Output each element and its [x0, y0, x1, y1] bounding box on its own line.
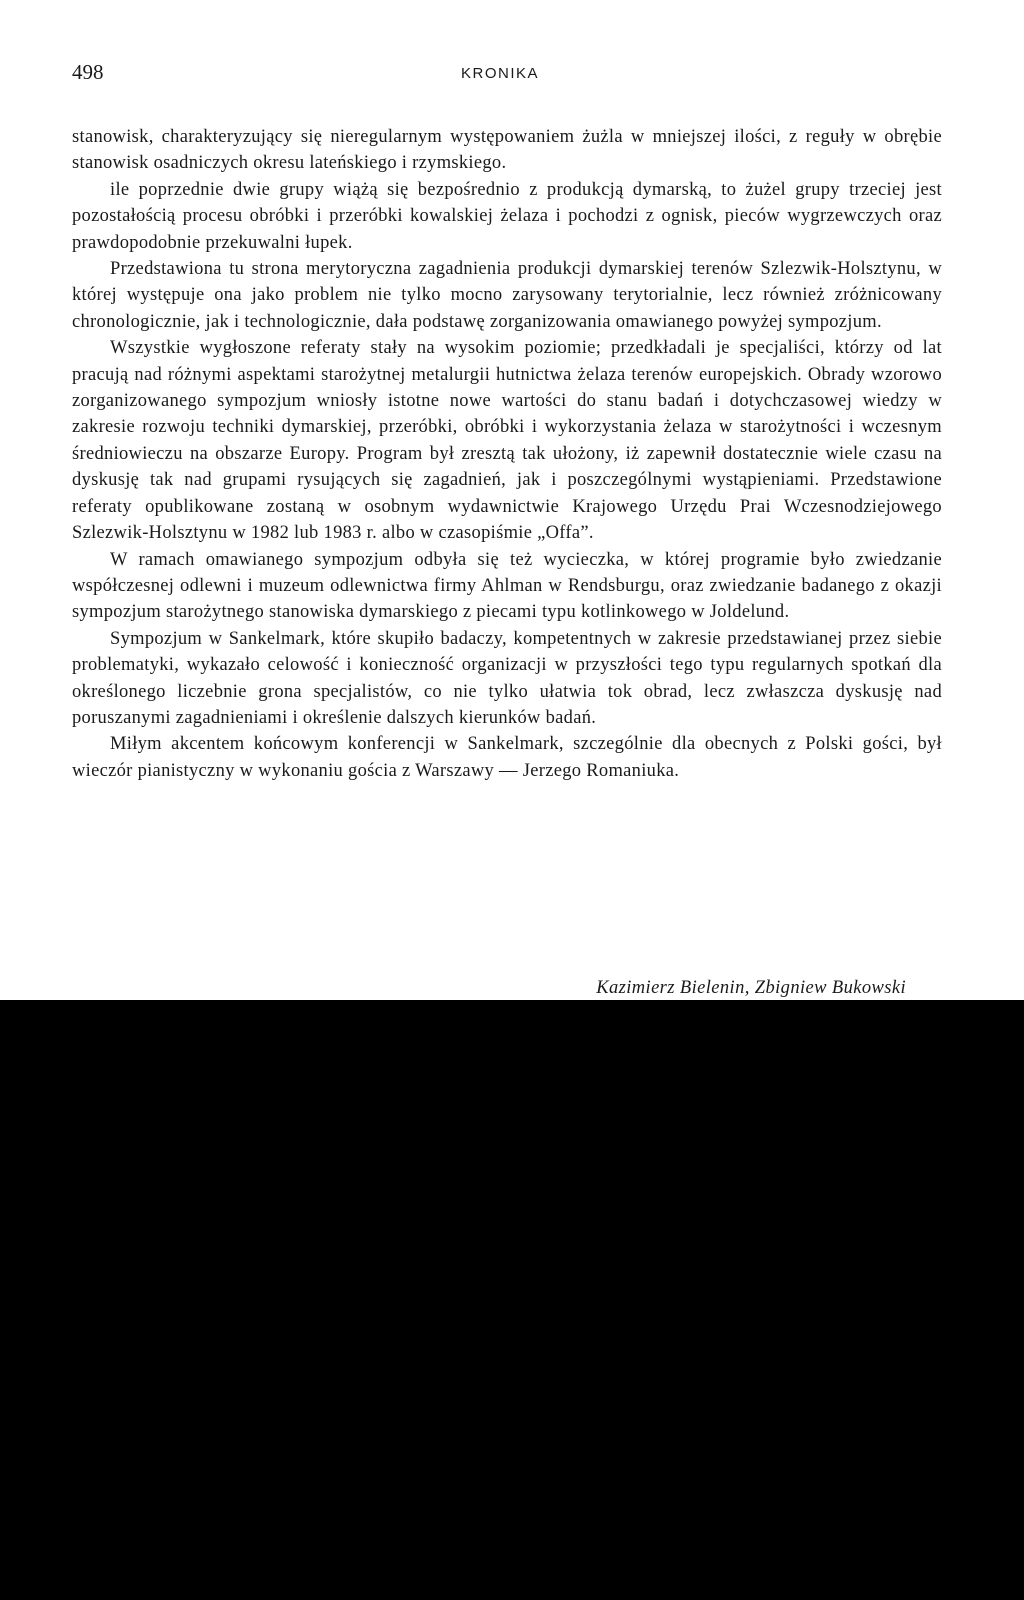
paragraph: ile poprzednie dwie grupy wiążą się bezpośrednio z produkcją dymarską, to żużel grupy trzeciej jest pozostałością procesu obróbki i przeróbki kowalskiej żelaza i pochodzi z ognisk, pieców wygrzewczych oraz prawdopodobnie przekuwalni łupek.	[72, 179, 942, 253]
page-header	[72, 60, 928, 84]
page-number: 498	[72, 60, 104, 84]
paragraph: Przedstawiona tu strona merytoryczna zagadnienia produkcji dymarskiej terenów Szlezwik-Holsztynu, w której występuje ona jako problem nie tylko mocno zarysowany terytorialnie, lecz również zróżnicowany chronologicznie, jak i technologicznie, dała podstawę zorganizowania omawianego powyżej sympozjum.	[72, 259, 942, 332]
paragraph: W ramach omawianego sympozjum odbyła się też wycieczka, w której programie było zwiedzanie współczesnej odlewni i muzeum odlewnictwa firmy Ahlman w Rendsburgu, oraz zwiedzanie badanego z okazji sympozjum starożytnego stanowiska dymarskiego z piecami typu kotlinkowego w Joldelund.	[72, 549, 942, 623]
running-title: KRONIKA	[460, 65, 539, 82]
article-body	[72, 124, 942, 784]
paragraph: Sympozjum w Sankelmark, które skupiło badaczy, kompetentnych w zakresie przedstawianej przez siebie problematyki, wykazało celowość i konieczność organizacji w przyszłości tego typu regularnych spotkań dla określonego liczebnie grona specjalistów, co nie tylko ułatwia tok obrad, lecz zwłaszcza dyskusję nad poruszanymi zagadnieniami i określenie dalszych kierunków badań.	[72, 628, 942, 728]
author-signature: Kazimierz Bielenin, Zbigniew Bukowski	[596, 978, 906, 998]
paragraph: stanowisk, charakteryzujący się nieregularnym występowaniem żużla w mniejszej ilości, z reguły w obrębie stanowisk osadniczych okresu lateńskiego i rzymskiego.	[72, 127, 942, 174]
paragraph: Wszystkie wygłoszone referaty stały na wysokim poziomie; przedkładali je specjaliści, którzy od lat pracują nad różnymi aspektami starożytnej metalurgii hutnictwa żelaza terenów europejskich. Obrady wzorowo zorganizowanego sympozjum wniosły istotne nowe wartości do stanu badań i dotychczasowej wiedzy w zakresie rozwoju techniki dymarskiej, przeróbki, obróbki i wykorzystania żelaza w starożytności i wczesnym średniowieczu na obszarze Europy. Program był zresztą tak ułożony, iż zapewnił dostatecznie wiele czasu na dyskusję tak nad grupami rysujących się zagadnień, jak i poszczególnymi wystąpieniami. Przedstawione referaty opublikowane zostaną w osobnym wydawnictwie Krajowego Urzędu Prai Wczesnodziejowego Szlezwik-Holsztynu w 1982 lub 1983 r. albo w czasopiśmie „Offa”.	[72, 338, 942, 544]
paragraph: Miłym akcentem końcowym konferencji w Sankelmark, szczególnie dla obecnych z Polski gości, był wieczór pianistyczny w wykonaniu gościa z Warszawy — Jerzego Romaniuka.	[72, 734, 942, 781]
